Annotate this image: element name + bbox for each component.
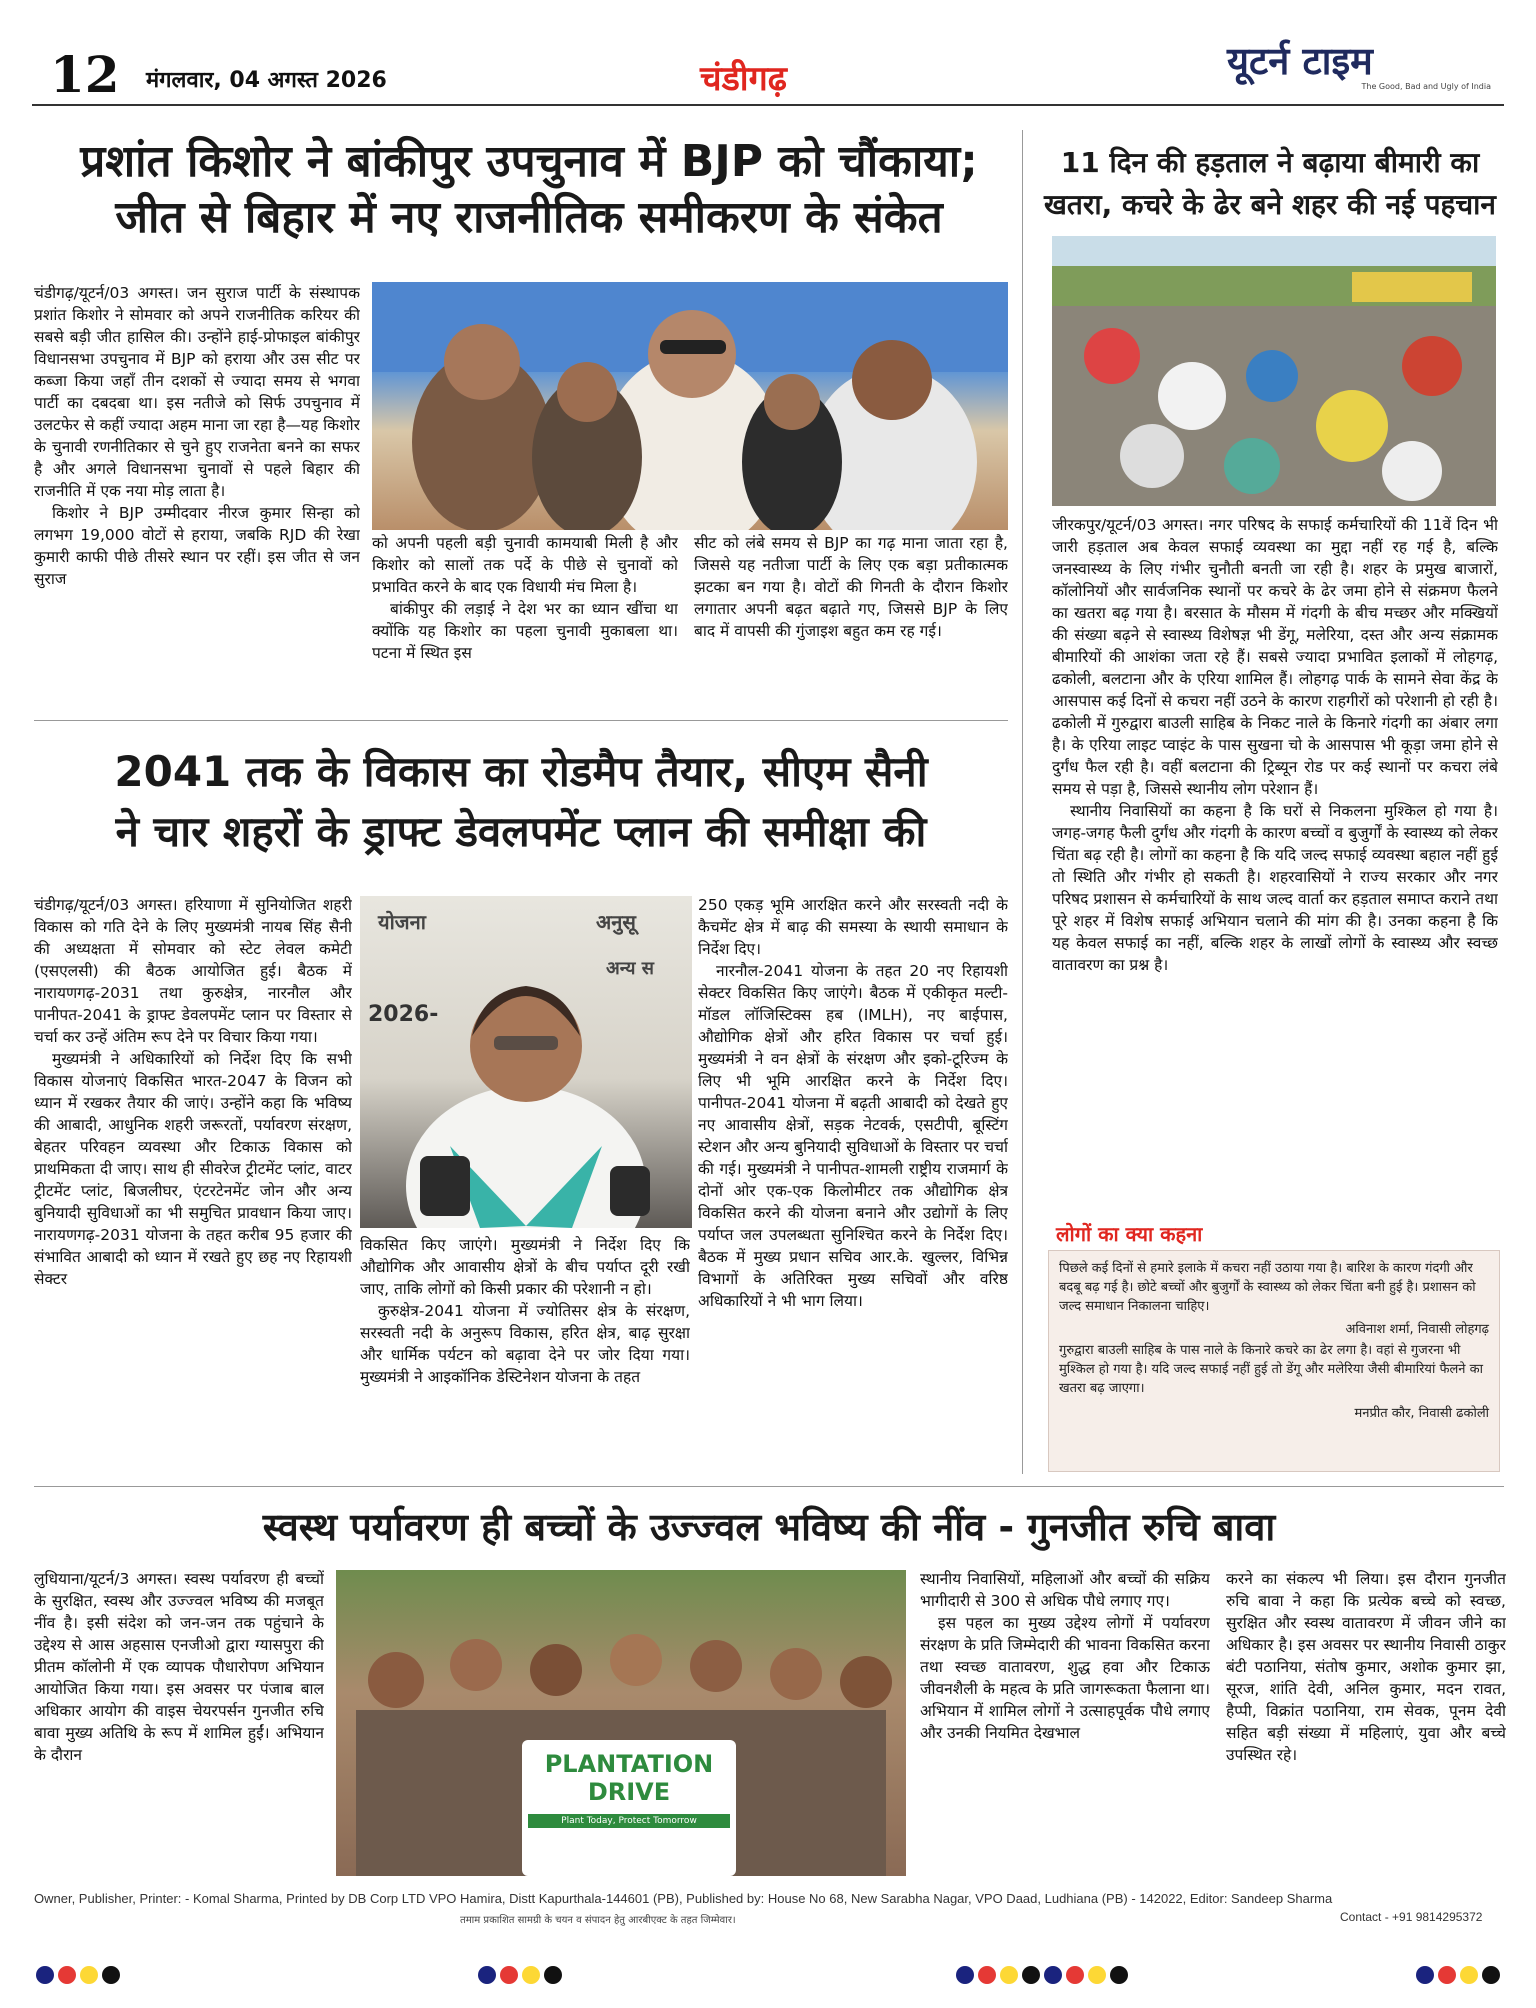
story1-col3 — [694, 532, 1008, 708]
story1-col2 — [372, 532, 678, 708]
reg-dot-red — [1438, 1966, 1456, 1984]
story2-headline — [34, 742, 1008, 862]
quote-1-author: अविनाश शर्मा, निवासी लोहगढ़ — [1345, 1322, 1489, 1337]
story3-para1: जीरकपुर/यूटर्न/03 अगस्त। नगर परिषद के सफाई कर्मचारियों की 11वें दिन भी जारी हड़ताल अब केवल सफाई व्यवस्था का मुद्दा नहीं रह गई है, बल्कि जनस्वास्थ्य के लिए गंभीर चुनौती बनती जा रही है। शहर के प्रमुख बाजारों, कॉलोनियों और सार्वजनिक स्थानों पर कचरे के ढेर जमा होने से संक्रमण फैलने का खतरा बढ़ गया है। बरसात के मौसम में गंदगी के बीच मच्छर और मक्खियों की संख्या बढ़ने से स्वास्थ्य विशेषज्ञ भी डेंगू, मलेरिया, दस्त और अन्य संक्रामक बीमारियों की आशंका जता रहे हैं। सबसे ज्यादा प्रभावित इलाकों में लोहगढ़, ढकोली, बलटाना और के एरिया शामिल हैं। लोहगढ़ पार्क के सामने सेवा केंद्र के आसपास कई दिनों से कचरा नहीं उठने के कारण राहगीरों को परेशानी हो रही है। ढकोली में गुरुद्वारा बाउली साहिब के निकट नाले के किनारे गंदगी का अंबार लगा है। के एरिया लाइट प्वाइंट के पास सुखना चो के आसपास भी कूड़ा जमा होने से दुर्गंध फैल रही है। वहीं बलटाना की ट्रिब्यून रोड पर कई स्थानों पर कचरा लंबे समय से पड़ा है, जिससे स्थानीय लोग परेशान हैं। — [1052, 516, 1498, 798]
story2-col2-para2: कुरुक्षेत्र-2041 योजना में ज्योतिसर क्षेत्र के संरक्षण, सरस्वती नदी के अनुरूप विकास, हरित क्षेत्र, बाढ़ सुरक्षा और धार्मिक पर्यटन को बढ़ावा देने पर जोर दिया गया। मुख्यमंत्री ने आइकॉनिक डेस्टिनेशन योजना के तहत — [360, 1302, 690, 1386]
story1-col1-para2: किशोर ने BJP उम्मीदवार नीरज कुमार सिन्हा को लगभग 19,000 वोटों से हराया, जबकि RJD की रेखा कुमारी काफी पीछे तीसरे स्थान पर रहीं। इस जीत से जन सुराज — [34, 504, 360, 588]
story2-headline-line2: ने चार शहरों के ड्राफ्ट डेवलपमेंट प्लान की समीक्षा की — [115, 807, 927, 856]
story3-para2: स्थानीय निवासियों का कहना है कि घरों से निकलना मुश्किल हो गया है। जगह-जगह फैली दुर्गंध और गंदगी के कारण बच्चों व बुजुर्गों के स्वास्थ्य को लेकर चिंता बढ़ रही है। लोगों का कहना है कि यदि जल्द सफाई व्यवस्था बहाल नहीं हुई तो स्थिति और गंभीर हो सकती है। शहरवासियों ने राज्य सरकार और नगर परिषद प्रशासन से कर्मचारियों के साथ जल्द वार्ता कर हड़ताल समाप्त कराने तथा पूरे शहर में विशेष सफाई अभियान चलाने की मांग की है। उनका कहना है कि यह केवल सफाई का नहीं, बल्कि शहर के लाखों लोगों के स्वास्थ्य और स्वच्छ वातावरण का प्रश्न है। — [1052, 802, 1498, 974]
reg-dot-blue — [478, 1966, 496, 1984]
banner-title2: DRIVE — [587, 1778, 671, 1806]
garbage-illustration — [1052, 236, 1496, 506]
page-header — [32, 39, 1504, 104]
story1-headline-line1: प्रशांत किशोर ने बांकीपुर उपचुनाव में BJP को चौंकाया; — [80, 136, 978, 187]
story-divider-2 — [34, 1486, 1504, 1487]
reg-dot-black — [1482, 1966, 1500, 1984]
footer-disclaimer: तमाम प्रकाशित सामग्री के चयन व संपादन हेतु आरबीएक्ट के तहत जिम्मेवार। — [460, 1915, 736, 1926]
logo-text: यूटर्न टाइम — [1227, 39, 1373, 83]
backdrop-text-2: अनुसू — [596, 910, 636, 934]
registration-marks-left — [36, 1966, 124, 1988]
reg-dot-yellow — [80, 1966, 98, 1984]
reg-dot-red — [978, 1966, 996, 1984]
story4-col1 — [34, 1568, 324, 1876]
story2-col2-para1: विकसित किए जाएंगे। मुख्यमंत्री ने निर्देश दिए कि औद्योगिक और आवासीय क्षेत्रों के बीच पर्याप्त दूरी रखी जाए, ताकि लोगों को किसी प्रकार की परेशानी न हो। — [360, 1236, 690, 1298]
page-number: 12 — [50, 45, 120, 104]
story1-col2-para1: को अपनी पहली बड़ी चुनावी कामयाबी मिली है और किशोर को सालों तक पर्दे के पीछे से चुनावों को प्रभावित करने के बाद एक विधायी मंच मिला है। — [372, 534, 678, 596]
registration-marks-far-right — [1416, 1966, 1504, 1988]
reg-dot-blue — [36, 1966, 54, 1984]
story2-col3-para1: 250 एकड़ भूमि आरक्षित करने और सरस्वती नदी के कैचमेंट क्षेत्र में बाढ़ की समस्या के स्थायी समाधान के निर्देश दिए। — [698, 896, 1008, 958]
banner-title: PLANTATION — [544, 1750, 714, 1778]
footer-contact: Contact - +91 9814295372 — [1340, 1910, 1483, 1924]
reg-dot-red — [58, 1966, 76, 1984]
story3-body — [1052, 514, 1498, 1206]
quote-1: पिछले कई दिनों से हमारे इलाके में कचरा नहीं उठाया गया है। बारिश के कारण गंदगी और बदबू बढ़ गई है। छोटे बच्चों और बुजुर्गों के स्वास्थ्य को लेकर चिंता बनी हुई है। प्रशासन को जल्द समाधान निकालना चाहिए। — [1059, 1261, 1476, 1314]
quotes-box-title: लोगों का क्या कहना — [1056, 1222, 1203, 1246]
story1-col3-para1: सीट को लंबे समय से BJP का गढ़ माना जाता रहा है, जिससे यह नतीजा पार्टी के लिए एक बड़ा प्रतीकात्मक झटका बन गया है। वोटों की गिनती के दौरान किशोर लगातार अपनी बढ़त बढ़ाते गए, जिससे BJP के लिए बाद में वापसी की गुंजाइश बहुत कम रह गई। — [694, 534, 1008, 640]
reg-dot-red — [1066, 1966, 1084, 1984]
story2-col3 — [698, 894, 1008, 1474]
column-divider — [1022, 130, 1023, 1474]
reg-dot-blue — [1044, 1966, 1062, 1984]
reg-dot-blue — [956, 1966, 974, 1984]
footer-imprint: Owner, Publisher, Printer: - Komal Sharma, Printed by DB Corp LTD VPO Hamira, Distt Kapurthala-144601 (PB), Published by: House No 68, New Sarabha Nagar, VPO Daad, Ludhiana (PB) - 142022, Editor: Sandeep Sharma — [34, 1891, 1333, 1906]
story3-headline — [1034, 142, 1506, 226]
story2-col3-para2: नारनौल-2041 योजना के तहत 20 नए रिहायशी सेक्टर विकसित किए जाएंगे। बैठक में एकीकृत मल्टी-मॉडल लॉजिस्टिक्स हब (IMLH), नए बाईपास, औद्योगिक क्षेत्रों और हरित विकास पर चर्चा हुई। मुख्यमंत्री ने वन क्षेत्रों के संरक्षण और इको-टूरिज्म के लिए भी भूमि आरक्षित करने के निर्देश दिए। पानीपत-2041 योजना में बढ़ती आबादी को देखते हुए नए आवासीय क्षेत्रों, सड़क नेटवर्क, एसटीपी, बूस्टिंग स्टेशन और अन्य बुनियादी सुविधाओं के विस्तार पर चर्चा की गई। मुख्यमंत्री ने पानीपत-शामली राष्ट्रीय राजमार्ग के दोनों ओर एक-एक किलोमीटर तक औद्योगिक क्षेत्र विकसित करने की योजना बनाने और उद्योगों के लिए पर्याप्त जल उपलब्धता सुनिश्चित करने के निर्देश दिए। बैठक में मुख्य प्रधान सचिव आर.के. खुल्लर, विभिन्न विभागों के अतिरिक्त मुख्य सचिवों और वरिष्ठ अधिकारियों ने भी भाग लिया। — [698, 962, 1008, 1310]
story1-col1-para1: चंडीगढ़/यूटर्न/03 अगस्त। जन सुराज पार्टी के संस्थापक प्रशांत किशोर ने सोमवार को अपने राजनीतिक करियर की सबसे बड़ी जीत हासिल की। उन्होंने हाई-प्रोफाइल बांकीपुर विधानसभा उपचुनाव में BJP को हराया और उस सीट पर कब्जा किया जहाँ तीन दशकों से ज्यादा समय से भगवा पार्टी का दबदबा था। इस नतीजे को सिर्फ उपचुनाव में उलटफेर से कहीं ज्यादा अहम माना जा रहा है—यह किशोर के चुनावी रणनीतिकार से चुने हुए राजनेता बनने का सफर है और अगले विधानसभा चुनावों से पहले बिहार की राजनीति में एक नया मोड़ लाता है। — [34, 284, 360, 500]
story2-col1 — [34, 894, 352, 1474]
reg-dot-yellow — [1460, 1966, 1478, 1984]
backdrop-text-1: योजना — [378, 910, 426, 934]
registration-marks-right — [956, 1966, 1132, 1988]
story4-col4-para1: करने का संकल्प भी लिया। इस दौरान गुनजीत रुचि बावा ने कहा कि प्रत्येक बच्चे को स्वच्छ, सुरक्षित और स्वस्थ वातावरण में जीवन जीने का अधिकार है। इस अवसर पर स्थानीय निवासी ठाकुर बंटी पठानिया, संतोष कुमार, अशोक कुमार झा, सूरज, शांति देवी, अनिल कुमार, मदन रावत, हैप्पी, विक्रांत पठानिया, राम सेवक, पूनम देवी सहित बड़ी संख्या में महिलाएं, युवा और बच्चे उपस्थित रहे। — [1226, 1570, 1506, 1764]
registration-marks-center — [478, 1966, 566, 1988]
header-rule — [32, 104, 1504, 106]
logo-tagline: The Good, Bad and Ugly of India — [1361, 82, 1491, 91]
story2-photo — [360, 896, 692, 1228]
cm-illustration — [360, 896, 692, 1228]
backdrop-text-4: अन्य स — [606, 958, 654, 979]
masthead-logo — [1227, 40, 1517, 98]
issue-date: मंगलवार, 04 अगस्त 2026 — [146, 68, 387, 93]
reg-dot-black — [544, 1966, 562, 1984]
story3-headline-line1: 11 दिन की हड़ताल ने बढ़ाया बीमारी का — [1060, 146, 1480, 179]
story1-headline-line2: जीत से बिहार में नए राजनीतिक समीकरण के संकेत — [115, 192, 943, 243]
quotes-box — [1048, 1250, 1500, 1472]
city-name: चंडीगढ़ — [700, 59, 787, 99]
story1-headline — [34, 134, 1024, 246]
story4-col3-para2: इस पहल का मुख्य उद्देश्य लोगों में पर्यावरण संरक्षण के प्रति जिम्मेदारी की भावना विकसित करना तथा स्वच्छ वातावरण, शुद्ध हवा और टिकाऊ जीवनशैली के महत्व के प्रति जागरूकता फैलाना था। अभियान में शामिल लोगों ने उत्साहपूर्वक पौधे लगाए और उनकी नियमित देखभाल — [920, 1614, 1210, 1742]
reg-dot-blue — [1416, 1966, 1434, 1984]
quote-2-author: मनप्रीत कौर, निवासी ढकोली — [1354, 1406, 1489, 1421]
story3-photo — [1052, 236, 1496, 506]
story4-col1-para1: लुधियाना/यूटर्न/3 अगस्त। स्वस्थ पर्यावरण ही बच्चों के सुरक्षित, स्वस्थ और उज्ज्वल भविष्य की मजबूत नींव है। इसी संदेश को जन-जन तक पहुंचाने के उद्देश्य से आस अहसास एनजीओ द्वारा ग्यासपुरा की प्रीतम कॉलोनी में एक व्यापक पौधारोपण अभियान आयोजित किया गया। इस अवसर पर पंजाब बाल अधिकार आयोग की वाइस चेयरपर्सन गुनजीत रुचि बावा मुख्य अतिथि के रूप में शामिल हुईं। अभियान के दौरान — [34, 1570, 324, 1764]
reg-dot-black — [1110, 1966, 1128, 1984]
crowd-illustration — [372, 282, 1008, 530]
story1-photo — [372, 282, 1008, 530]
reg-dot-yellow — [522, 1966, 540, 1984]
story3-headline-line2: खतरा, कचरे के ढेर बने शहर की नई पहचान — [1044, 188, 1496, 221]
story2-headline-line1: 2041 तक के विकास का रोडमैप तैयार, सीएम सैनी — [114, 747, 928, 796]
story2-col1-para2: मुख्यमंत्री ने अधिकारियों को निर्देश दिए कि सभी विकास योजनाएं विकसित भारत-2047 के विजन को ध्यान में रखकर तैयार की जाएं। उन्होंने कहा कि भविष्य की आबादी, आधुनिक शहरी जरूरतों, पर्यावरण संरक्षण, बेहतर परिवहन व्यवस्था और टिकाऊ विकास को प्राथमिकता दी जाए। साथ ही सीवरेज ट्रीटमेंट प्लांट, वाटर ट्रीटमेंट प्लांट, बिजलीघर, एंटरटेनमेंट जोन और अन्य बुनियादी सुविधाओं का भी समुचित प्रावधान किया जाए। नारायणगढ़-2031 योजना के तहत करीब 95 हजार की संभावित आबादी को ध्यान में रखते हुए छह नए रिहायशी सेक्टर — [34, 1050, 352, 1288]
banner-subtitle: Plant Today, Protect Tomorrow — [528, 1814, 730, 1828]
plantation-banner — [522, 1740, 736, 1876]
story4-col4 — [1226, 1568, 1506, 1876]
story1-col1 — [34, 282, 360, 706]
reg-dot-red — [500, 1966, 518, 1984]
reg-dot-yellow — [1088, 1966, 1106, 1984]
story1-col2-para2: बांकीपुर की लड़ाई ने देश भर का ध्यान खींचा था क्योंकि यह किशोर का पहला चुनावी मुकाबला था। पटना में स्थित इस — [372, 600, 678, 662]
story2-col1-para1: चंडीगढ़/यूटर्न/03 अगस्त। हरियाणा में सुनियोजित शहरी विकास को गति देने के लिए मुख्यमंत्री नायब सिंह सैनी की अध्यक्षता में सोमवार को स्टेट लेवल कमेटी (एसएलसी) की बैठक आयोजित हुई। बैठक में नारायणगढ़-2031 तथा कुरुक्षेत्र, नारनौल और पानीपत-2041 के ड्राफ्ट डेवलपमेंट प्लान पर विस्तार से चर्चा कर उन्हें अंतिम रूप देने पर विचार किया गया। — [34, 896, 352, 1046]
story4-col3 — [920, 1568, 1210, 1876]
story4-headline: स्वस्थ पर्यावरण ही बच्चों के उज्ज्वल भविष्य की नींव - गुनजीत रुचि बावा — [262, 1505, 1276, 1549]
story4-col3-para1: स्थानीय निवासियों, महिलाओं और बच्चों की सक्रिय भागीदारी से 300 से अधिक पौधे लगाए गए। — [920, 1570, 1210, 1610]
reg-dot-black — [1022, 1966, 1040, 1984]
quote-2: गुरुद्वारा बाउली साहिब के पास नाले के किनारे कचरे का ढेर लगा है। वहां से गुजरना भी मुश्किल हो गया है। यदि जल्द सफाई नहीं हुई तो डेंगू और मलेरिया जैसी बीमारियां फैलने का खतरा बढ़ जाएगा। — [1059, 1343, 1483, 1396]
story-divider-1 — [34, 720, 1008, 721]
story2-col2 — [360, 1234, 690, 1474]
story4-photo — [336, 1570, 906, 1876]
backdrop-text-3: 2026- — [368, 1002, 439, 1027]
reg-dot-black — [102, 1966, 120, 1984]
reg-dot-yellow — [1000, 1966, 1018, 1984]
